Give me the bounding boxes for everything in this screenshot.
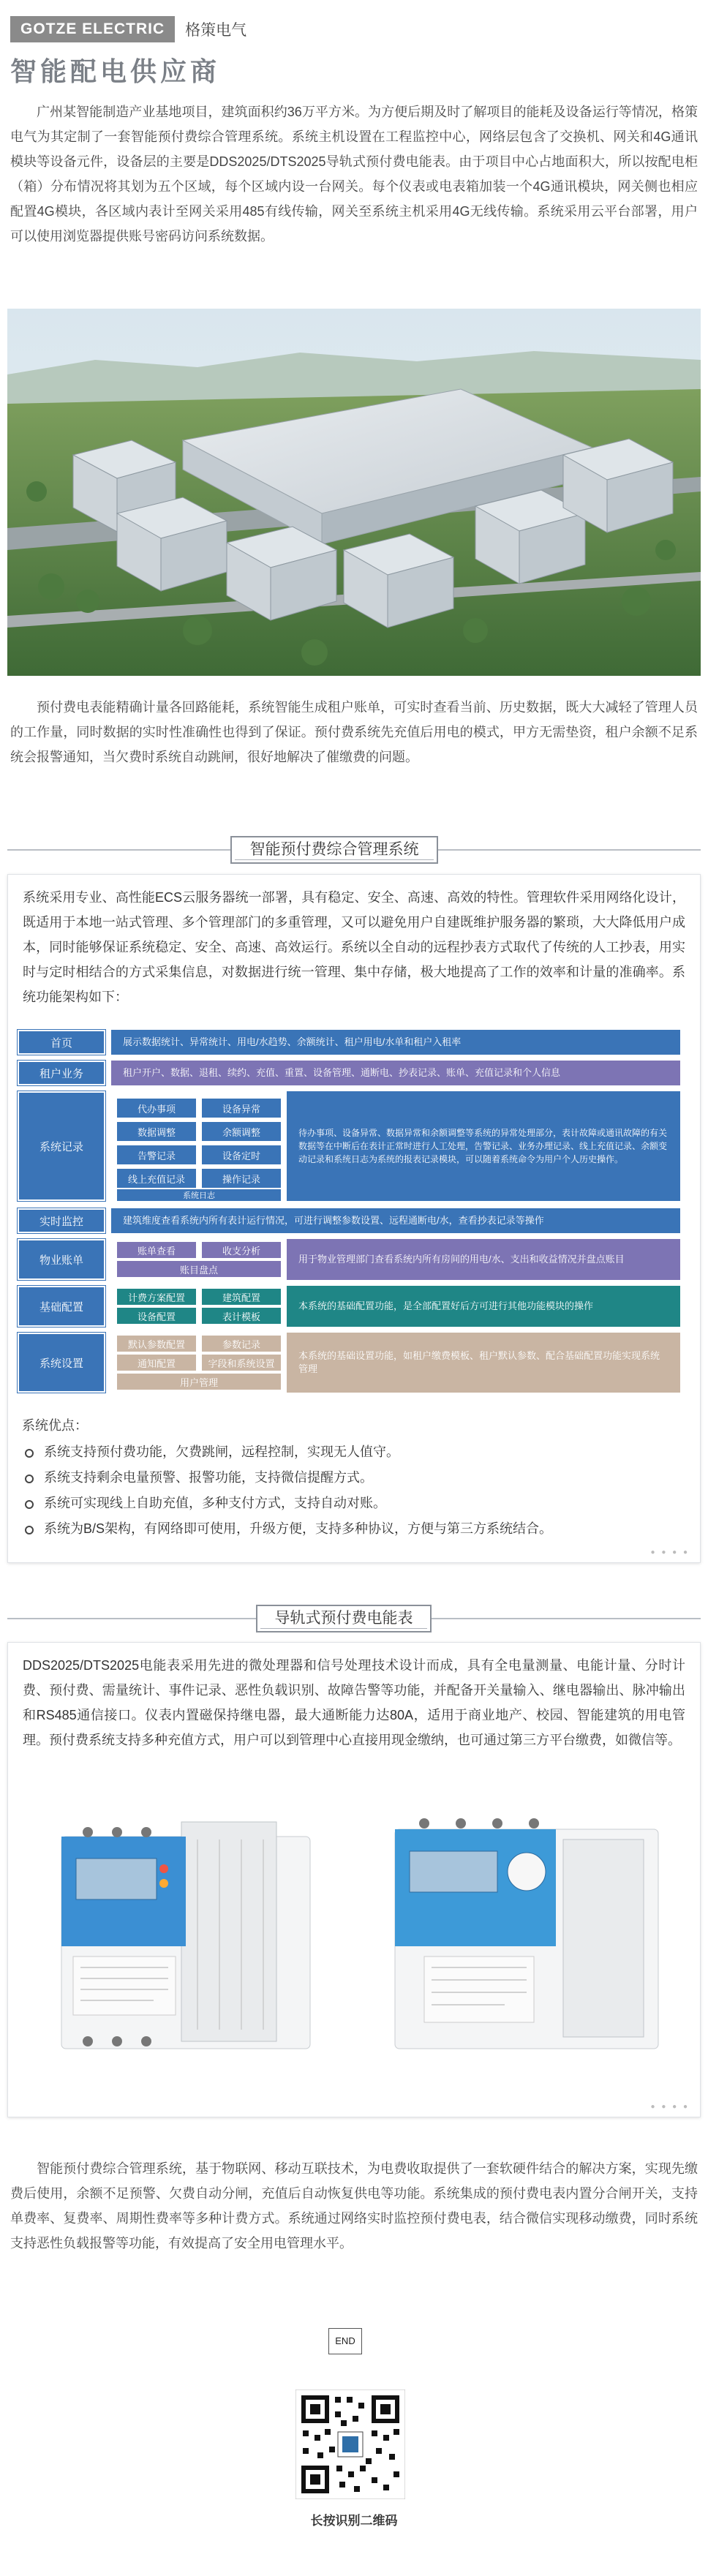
title-divider-right (438, 849, 701, 851)
arch-cell: 账单查看 (117, 1242, 196, 1258)
advantages-list (22, 1439, 680, 1542)
arch-cell: 表计模板 (202, 1308, 281, 1324)
arch-cell: 建筑配置 (202, 1289, 281, 1305)
arch-row-record (18, 1091, 680, 1201)
title-divider-left (7, 849, 230, 851)
meter-paragraph: 预付费电表能精确计量各回路能耗，系统智能生成租户账单，可实时查看当前、历史数据，既大大减轻了管理人员的工作量，同时数据的实时性准确性也得到了保证。预付费系统先充值后用电的模式，甲方无需垫资，租户余额不足系统会报警通知，当欠费时系统自动跳闸，很好地解决了催缴费的问题。 (10, 700, 698, 764)
arch-cell: 设备异常 (202, 1099, 281, 1118)
list-item: 系统支持预付费功能，欠费跳闸，远程控制，实现无人值守。 (22, 1439, 680, 1465)
arch-label-property: 物业账单 (18, 1239, 105, 1280)
panel-dots: ● ● ● ● (650, 1548, 690, 1556)
list-item: 系统支持剩余电量预警、报警功能，支持微信提醒方式。 (22, 1465, 680, 1491)
panel-dots: ● ● ● ● (650, 2103, 690, 2111)
end-marker: END (328, 2328, 362, 2354)
project-aerial-image (7, 309, 701, 676)
arch-cell: 账目盘点 (117, 1261, 281, 1277)
arch-row-monitor (18, 1208, 680, 1233)
qr-caption: 长按识别二维码 (310, 2514, 398, 2528)
arch-cell: 设备定时 (202, 1145, 281, 1164)
arch-label-home: 首页 (18, 1030, 105, 1055)
section-caption: 智能预付费综合管理系统 (230, 836, 438, 864)
arch-cell: 参数记录 (202, 1336, 281, 1352)
qr-code-image[interactable] (295, 2389, 405, 2499)
arch-desc-tenant: 租户开户、数据、退租、续约、充值、重置、设备管理、通断电、抄表记录、账单、充值记录和个人信息 (111, 1061, 680, 1085)
arch-cell: 数据调整 (117, 1122, 196, 1141)
arch-label-tenant: 租户业务 (18, 1061, 105, 1085)
brand-header (10, 16, 246, 42)
function-architecture-diagram (18, 1030, 680, 1388)
arch-desc-monitor: 建筑维度查看系统内所有表计运行情况，可进行调整参数设置、远程通断电/水，查看抄表记录等操作 (111, 1208, 680, 1233)
arch-desc-config: 本系统的基础配置功能，是全部配置好后方可进行其他功能模块的操作 (287, 1286, 680, 1327)
arch-cell: 收支分析 (202, 1242, 281, 1258)
arch-cell: 设备配置 (117, 1308, 196, 1324)
title-divider-right (432, 1618, 701, 1619)
arch-label-record: 系统记录 (18, 1091, 105, 1201)
intro-paragraph: 广州某智能制造产业基地项目，建筑面积约36万平方米。为方便后期及时了解项目的能耗及设备运行等情况，格策电气为其定制了一套智能预付费综合管理系统。系统主机设置在工程监控中心，网络层包含了交换机、网关和4G通讯模块等设备元件，设备层的主要是DDS2025/DTS2025导轨式预付费电能表。由于项目中心占地面积大，所以按配电柜（箱）分布情况将其划为五个区域，每个区域内设一台网关。每个仪表或电表箱加装一个4G通讯模块，网关侧也相应配置4G模块，各区域内表计至网关采用485有线传输，网关至系统主机采用4G无线传输。系统采用云平台部署，用户可以使用浏览器提供账号密码访问系统数据。 (10, 105, 698, 244)
arch-cell: 代办事项 (117, 1099, 196, 1118)
arch-row-config (18, 1286, 680, 1327)
arch-desc-property: 用于物业管理部门查看系统内所有房间的用电/水、支出和收益情况并盘点账目 (287, 1239, 680, 1280)
page-title: 智能配电供应商 (10, 56, 221, 86)
arch-cell: 计费方案配置 (117, 1289, 196, 1305)
meter-image-right (380, 1810, 673, 2059)
section-caption: 导轨式预付费电能表 (256, 1605, 432, 1632)
arch-cell: 通知配置 (117, 1355, 196, 1371)
brand-name-cn: 格策电气 (185, 22, 247, 39)
arch-label-settings: 系统设置 (18, 1333, 105, 1393)
section-title-meter (0, 1605, 708, 1632)
arch-label-config: 基础配置 (18, 1286, 105, 1327)
arch-desc-record: 待办事项、设备异常、数据异常和余额调整等系统的异常处理部分，表计故障或通讯故障的有关数据等在中断后在表计正常时进行人工处理，告警记录、业务办理记录、线上充值记录、余额变动记录和系统日志为系统的报表记录模块，可以随着系统命令为用户个人历史操作。 (287, 1091, 680, 1201)
list-item: 系统为B/S架构，有网络即可使用，升级方便，支持多种协议，方便与第三方系统结合。 (22, 1516, 680, 1542)
meter-description: DDS2025/DTS2025电能表采用先进的微处理器和信号处理技术设计而成，具有全电量测量、电能计量、分时计费、预付费、需量统计、事件记录、恶性负载识别、故障告警等功能，并配备开关量输入、继电器输出、脉冲输出和RS485通信接口。仪表内置磁保持继电器，最大通断能力达80A，适用于商业地产、校园、智能建筑的用电管理。预付费系统支持多种充值方式，用户可以到管理中心直接用现金缴纳，也可通过第三方平台缴费，如微信等。 (23, 1658, 685, 1747)
arch-cell: 余额调整 (202, 1122, 281, 1141)
system-description: 系统采用专业、高性能ECS云服务器统一部署，具有稳定、安全、高速、高效的特性。管理软件采用网络化设计，既适用于本地一站式管理、多个管理部门的多重管理，又可以避免用户自建既维护服务器的繁琐，大大降低用户成本，同时能够保证系统稳定、安全、高速、高效运行。系统以全自动的远程抄表方式取代了传统的人工抄表，用实时与定时相结合的方式采集信息，对数据进行统一管理、集中存储，极大地提高了工作的效率和计量的准确率。系统功能架构如下： (23, 890, 685, 1004)
arch-desc-home: 展示数据统计、异常统计、用电/水趋势、余额统计、租户用电/水单和租户入租率 (111, 1030, 680, 1055)
arch-cell: 字段和系统设置 (202, 1355, 281, 1371)
arch-row-settings (18, 1333, 680, 1393)
arch-row-home (18, 1030, 680, 1055)
arch-cell: 用户管理 (117, 1374, 281, 1390)
arch-cell: 默认参数配置 (117, 1336, 196, 1352)
list-item: 系统可实现线上自助充值，多种支付方式，支持自动对账。 (22, 1491, 680, 1516)
arch-cell: 操作记录 (202, 1169, 281, 1188)
arch-row-tenant (18, 1061, 680, 1085)
section-title-system (0, 836, 708, 864)
arch-cell: 系统日志 (117, 1189, 281, 1201)
brand-logo-en: GOTZE ELECTRIC (10, 16, 175, 42)
arch-desc-settings: 本系统的基础设置功能，如租户缴费模板、租户默认参数、配合基础配置功能实现系统管理 (287, 1333, 680, 1393)
closing-paragraph: 智能预付费综合管理系统，基于物联网、移动互联技术，为电费收取提供了一套软硬件结合的解决方案，实现先缴费后使用，余额不足预警、欠费自动分闸，充值后自动恢复供电等功能。系统集成的预付费电表内置分合闸开关，支持单费率、复费率、周期性费率等多种计费方式。系统通过网络实时监控预付费电表，结合微信实现移动缴费，同时系统支持恶性负载报警等功能，有效提高了安全用电管理水平。 (10, 2161, 698, 2251)
arch-row-property (18, 1239, 680, 1280)
title-divider-left (7, 1618, 256, 1619)
arch-cell: 线上充值记录 (117, 1169, 196, 1188)
arch-cell: 告警记录 (117, 1145, 196, 1164)
arch-label-monitor: 实时监控 (18, 1208, 105, 1233)
advantages-title: 系统优点： (22, 1418, 88, 1433)
meter-image-left (44, 1810, 322, 2059)
